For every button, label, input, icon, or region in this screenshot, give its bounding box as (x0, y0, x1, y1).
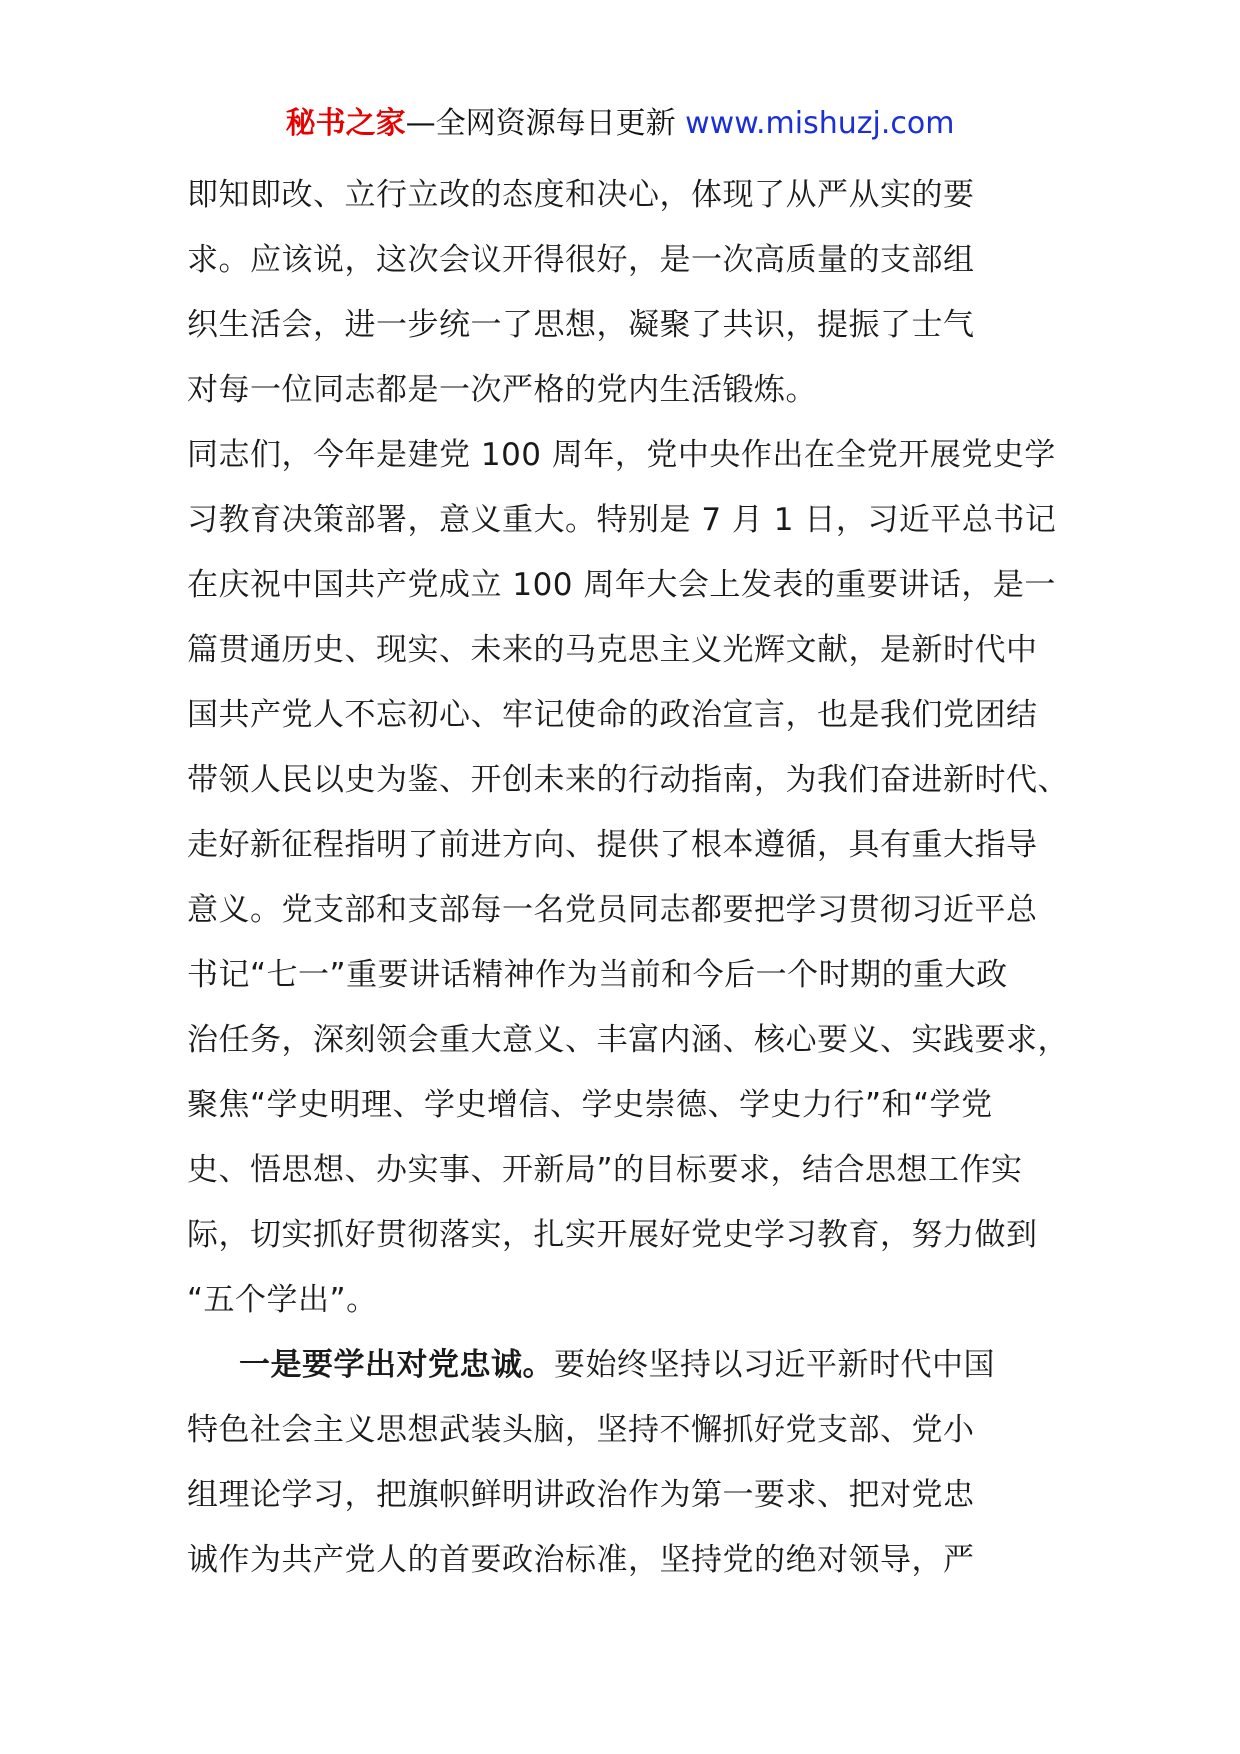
text-line: 求。应该说，这次会议开得很好，是一次高质量的支部组 (187, 242, 975, 278)
text-line: 聚焦“学史明理、学史增信、学史崇德、学史力行”和“学党 (187, 1087, 993, 1123)
section-heading: 一是要学出对党忠诚。 (239, 1347, 554, 1383)
site-tagline: —全网资源每日更新 (405, 106, 676, 141)
text-line: 特色社会主义思想武装头脑，坚持不懈抓好党支部、党小 (187, 1412, 975, 1448)
section-lead-text: 要始终坚持以习近平新时代中国 (554, 1347, 995, 1383)
text-line: 书记“七一”重要讲话精神作为当前和今后一个时期的重大政 (187, 957, 1008, 993)
text-line: 国共产党人不忘初心、牢记使命的政治宣言，也是我们党团结 (187, 697, 1038, 733)
text-line: 际，切实抓好贯彻落实，扎实开展好党史学习教育，努力做到 (187, 1217, 1038, 1253)
text-line: 带领人民以史为鉴、开创未来的行动指南，为我们奋进新时代、 (187, 762, 1069, 798)
text-line: 对每一位同志都是一次严格的党内生活锻炼。 (187, 372, 817, 408)
text-line: 史、悟思想、办实事、开新局”的目标要求，结合思想工作实 (187, 1152, 1023, 1188)
text-line: 即知即改、立行立改的态度和决心，体现了从严从实的要 (187, 177, 975, 213)
text-line: 治任务，深刻领会重大意义、丰富内涵、核心要义、实践要求， (187, 1022, 1069, 1058)
text-line: 习教育决策部署，意义重大。特别是 7 月 1 日，习近平总书记 (187, 502, 1057, 538)
text-line: 篇贯通历史、现实、未来的马克思主义光辉文献，是新时代中 (187, 632, 1038, 668)
text-line: “五个学出”。 (187, 1282, 378, 1318)
text-line: 组理论学习，把旗帜鲜明讲政治作为第一要求、把对党忠 (187, 1477, 975, 1513)
text-line: 诚作为共产党人的首要政治标准，坚持党的绝对领导，严 (187, 1542, 975, 1578)
text-line (187, 1333, 1067, 1398)
paragraph-1 (187, 163, 1067, 423)
text-line: 织生活会，进一步统一了思想，凝聚了共识，提振了士气 (187, 307, 975, 343)
site-url[interactable]: www.mishuzj.com (685, 106, 955, 141)
text-line: 同志们，今年是建党 100 周年，党中央作出在全党开展党史学 (187, 437, 1056, 473)
document-body (187, 163, 1067, 1593)
site-brand: 秘书之家 (285, 106, 406, 141)
text-line: 走好新征程指明了前进方向、提供了根本遵循，具有重大指导 (187, 827, 1038, 863)
paragraph-2 (187, 423, 1067, 1333)
text-line: 意义。党支部和支部每一名党员同志都要把学习贯彻习近平总 (187, 892, 1038, 928)
text-line: 在庆祝中国共产党成立 100 周年大会上发表的重要讲话，是一 (187, 567, 1056, 603)
paragraph-3 (187, 1333, 1067, 1593)
page-header (0, 102, 1240, 146)
